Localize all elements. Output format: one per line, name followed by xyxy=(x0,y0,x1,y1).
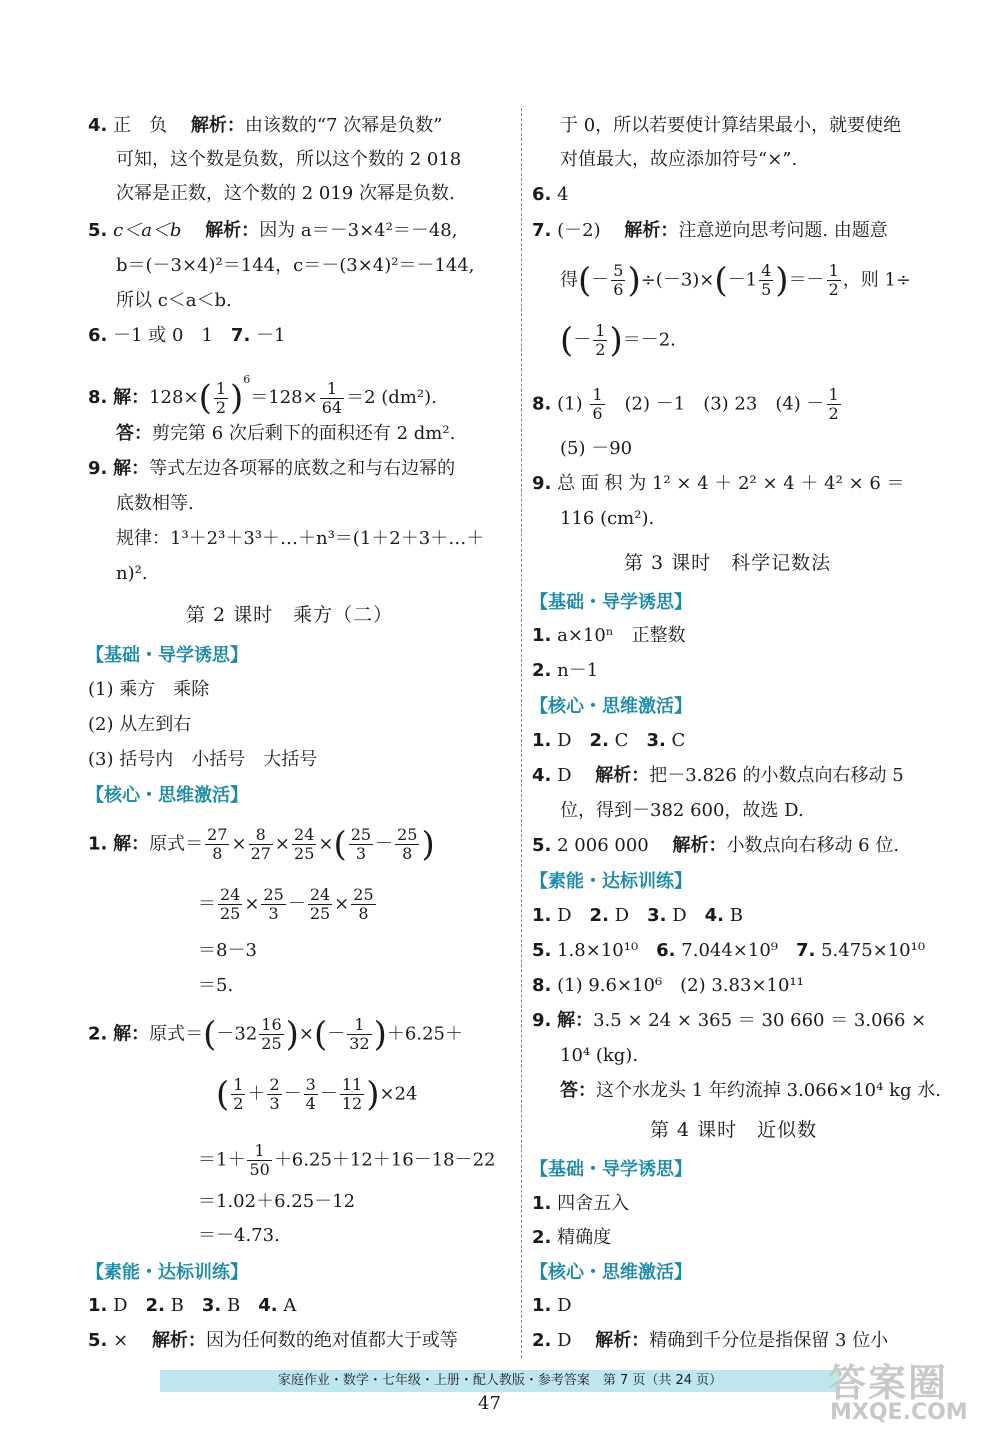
core-answer-2: 2. 解：原式＝(－32 $\frac{16}{25}$ )×(－ $\frac{1}{32}$ )＋6.25＋ xyxy=(88,1014,463,1055)
practice-answer-5-cont2: 对值最大，故应添加符号“×”. xyxy=(560,149,798,170)
core-answer-1-step3: ＝8－3 xyxy=(198,940,257,961)
answer-6-7: 6. －1 或 0 1 7. －1 xyxy=(88,325,286,346)
core-answer-1-step2: ＝ $\frac{24}{25}$ × $\frac{25}{3}$ － $\frac{24}{25}$ × $\frac{25}{8}$ xyxy=(198,885,374,923)
basic3-answer-2: 2. n－1 xyxy=(532,660,599,681)
core-answer-2-step3: ＝1＋ $\frac{1}{50}$ ＋6.25＋12＋16－18－22 xyxy=(198,1141,496,1179)
basic4-answer-1: 1. 四舍五入 xyxy=(532,1193,630,1214)
practice-answer-7-line3: (－ $\frac{1}{2}$ )＝－2. xyxy=(560,320,676,361)
section-header-basic-4: 【基础・导学诱思】 xyxy=(530,1159,692,1180)
basic3-answer-1: 1. a×10ⁿ 正整数 xyxy=(532,625,686,646)
column-divider xyxy=(521,108,522,1358)
section-header-basic-3: 【基础・导学诱思】 xyxy=(530,592,692,613)
core3-answer-5: 5. 2 006 000 解析：小数点向右移动 6 位. xyxy=(532,835,900,856)
basic4-answer-2: 2. 精确度 xyxy=(532,1227,612,1248)
watermark-logo xyxy=(820,1352,970,1442)
page-number: 47 xyxy=(478,1393,501,1414)
answer-5-line3: 所以 c＜a＜b. xyxy=(116,290,232,311)
practice3-answer-8: 8. (1) 9.6×10⁶ (2) 3.83×10¹¹ xyxy=(532,975,804,996)
core-answer-2-step4: ＝1.02＋6.25－12 xyxy=(198,1191,356,1212)
practice3-answers-5-7: 5. 1.8×10¹⁰ 6. 7.044×10⁹ 7. 5.475×10¹⁰ xyxy=(532,940,926,961)
practice3-answer-9-line2: 10⁴ (kg). xyxy=(560,1045,639,1066)
core4-answer-2: 2. D 解析：精确到千分位是指保留 3 位小 xyxy=(532,1330,889,1351)
watermark-url: MXQE.COM xyxy=(830,1400,968,1425)
basic-item-3: (3) 括号内 小括号 大括号 xyxy=(88,749,318,770)
practice3-answer-9: 9. 解：3.5 × 24 × 365 ＝ 30 660 ＝ 3.066 × xyxy=(532,1010,927,1031)
practice-answer-7: 7. (－2) 解析：注意逆向思考问题. 由题意 xyxy=(532,220,888,241)
section-header-core: 【核心・思维激活】 xyxy=(86,785,248,806)
core3-answers-1-3: 1. D 2. C 3. C xyxy=(532,730,686,751)
core-answer-1: 1. 解：原式＝ $\frac{27}{8}$ × $\frac{8}{27}$ × $\frac{24}{25}$ ×( $\frac{25}{3}$ － $\frac{25}{8}$ ) xyxy=(88,824,435,865)
practice-answer-8-part5: (5) －90 xyxy=(560,438,633,459)
practice-answer-9-line2: 116 (cm²). xyxy=(560,508,655,529)
core-answer-2-step5: ＝－4.73. xyxy=(198,1225,280,1246)
practice-answer-6: 6. 4 xyxy=(532,184,569,205)
lesson-title-4: 第 4 课时 近似数 xyxy=(650,1119,818,1141)
page-footer: 家庭作业・数学・七年级・上册・配人教版・参考答案 第 7 页（共 24 页） xyxy=(160,1370,840,1392)
section-header-practice-3: 【素能・达标训练】 xyxy=(530,871,692,892)
answer-5: 5. c＜a＜b 解析：因为 a＝－3×4²＝－48, xyxy=(88,220,458,241)
answer-5-line2: b＝(－3×4)²＝144，c＝－(3×4)²＝－144, xyxy=(116,255,475,276)
basic-item-2: (2) 从左到右 xyxy=(88,714,192,735)
core-answer-2-line2: ( $\frac{1}{2}$ ＋ $\frac{2}{3}$ － $\frac{3}{4}$ － $\frac{11}{12}$ )×24 xyxy=(216,1074,418,1115)
answer-8: 8. 解：128×( $\frac{1}{2}$ )$^6$＝128× $\frac{1}{64}$ ＝2 (dm²). xyxy=(88,373,437,418)
core3-answer-4-line2: 位，得到－382 600，故选 D. xyxy=(560,800,804,821)
practice-answer-8: 8. (1) $\frac{1}{6}$ (2) －1 (3) 23 (4) － $\frac{1}{2}$ xyxy=(532,385,839,423)
section-header-core-3: 【核心・思维激活】 xyxy=(530,696,692,717)
watermark-text: 答案圈 xyxy=(828,1361,949,1405)
answer-4-line3: 次幂是正数，这个数的 2 019 次幂是负数. xyxy=(116,183,455,204)
section-header-practice: 【素能・达标训练】 xyxy=(86,1262,248,1283)
practice-answer-5-cont: 于 0，所以若要使计算结果最小，就要使绝 xyxy=(560,115,902,136)
answer-9: 9. 解：等式左边各项幂的底数之和与右边幂的 xyxy=(88,458,456,479)
section-header-basic: 【基础・导学诱思】 xyxy=(86,645,248,666)
practice-answer-5: 5. × 解析：因为任何数的绝对值都大于或等 xyxy=(88,1330,458,1351)
practice3-answer-9-conclusion: 答：这个水龙头 1 年约流掉 3.066×10⁴ kg 水. xyxy=(560,1080,941,1101)
practice-answer-9: 9. 总 面 积 为 1² × 4 ＋ 2² × 4 ＋ 4² × 6 ＝ xyxy=(532,473,905,494)
core4-answer-1: 1. D xyxy=(532,1295,572,1316)
answer-9-rule-end: n)². xyxy=(116,563,148,584)
answer-8-conclusion: 答：剪完第 6 次后剩下的面积还有 2 dm². xyxy=(116,423,456,444)
core3-answer-4: 4. D 解析：把－3.826 的小数点向右移动 5 xyxy=(532,765,904,786)
practice-answer-7-line2: 得(－ $\frac{5}{6}$ )÷(－3)×(－1 $\frac{4}{5}$ )＝－ $\frac{1}{2}$ ，则 1÷ xyxy=(560,260,912,301)
practice3-answers-1-4: 1. D 2. D 3. D 4. B xyxy=(532,905,743,926)
practice-answers-1-4: 1. D 2. B 3. B 4. A xyxy=(88,1295,297,1316)
lesson-title-2: 第 2 课时 乘方（二） xyxy=(186,604,394,626)
answer-4-line2: 可知，这个数是负数，所以这个数的 2 018 xyxy=(116,149,462,170)
answer-4: 4. 正 负 解析：由该数的“7 次幂是负数” xyxy=(88,115,443,136)
basic-item-1: (1) 乘方 乘除 xyxy=(88,679,210,700)
answer-9-line2: 底数相等. xyxy=(116,493,194,514)
section-header-core-4: 【核心・思维激活】 xyxy=(530,1262,692,1283)
lesson-title-3: 第 3 课时 科学记数法 xyxy=(624,552,832,574)
core-answer-1-step4: ＝5. xyxy=(198,975,234,996)
answer-9-rule: 规律：1³＋2³＋3³＋…＋n³＝(1＋2＋3＋…＋ xyxy=(116,528,485,549)
